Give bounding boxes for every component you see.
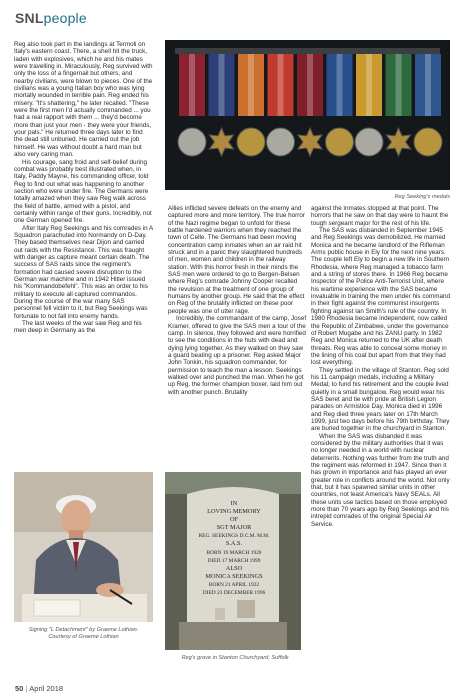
inscription-line: OF [229,516,239,524]
ribbon-stripe [189,54,195,116]
inscription-line: BORN 21 APRIL 1922 [208,581,260,588]
ribbon-stripe [396,54,402,116]
ribbon-stripe [425,54,431,116]
ribbon-stripe [248,54,254,116]
grave-photo [165,472,301,650]
article-column-1 [14,41,153,468]
inscription-line: S.A.S. [225,540,243,548]
portrait-caption [14,627,153,641]
paragraph: Incredibly, the commandant of the camp, Josef Kramer, offered to give the SAS men a tour of the camp. In silence, they followed and were horrified to see the conditions in the huts with dead and dying lying together. As they walked on they saw a guard beating up a prisoner. Reg asked Major John Tonkin, his squadron commander, for permission to teach the man a lesson. Seekings walked over and punched the man. When he got up Reg, the former champion boxer, laid him out with another punch. Brutality [168,315,307,396]
inscription-line: REG. SEEKINGS D.C.M. M.M. [198,533,270,540]
page-number: 50 [15,684,24,693]
paragraph: The SAS was disbanded in September 1945 and Reg Seekings was demobilized. He married Monica and he became landlord of the Rifleman Arms public house in Ely for the next nine years. The couple left Ely to begin a new life in Southern Rhodesia, where Reg managed a tobacco farm and a string of stores there. In 1966 Reg became Inspector of the Police Anti-Terrorist Unit, where his wartime experience with the SAS became invaluable in training the men under his command in their fight against the communist insurgents fighting against Ian Smith's rule of the country. In 1980 Rhodesia became independent, now called the Republic of Zimbabwe, under the governance of Robert Mugabe and his ZANU party. In 1982 Reg and Monica returned to the UK after death threats. Reg was able to conceal some money in the lining of his coat but apart from that they had lost everything. [311,227,450,367]
portrait-caption-line-2: Courtesy of Graeme Lothian [48,634,119,640]
medals-caption: Reg Seeking's medals [394,194,450,200]
portrait-caption-line-1: Signing "L Detachment" by Graeme Lothian. [28,627,139,633]
paragraph: Allies inflicted severe defeats on the enemy and captured more and more territory. The true horror of the Nazi regime began to unfold for these battle hardened warriors when they reached the town of Celle. The Germans had been moving concentration camp inmates when an air raid hit struck and in a panic they slaughtered hundreds of men, women and children in the railway station. With this horror fresh in their minds the SAS men were ordered to go to Bergen-Belsen where Reg's comrade Johnny Cooper recalled the revulsion at the treatment of one group of humans by another group. He said that the effect on Reg of the brutality inflicted on these poor people was one of utter rage. [168,205,305,315]
medal [178,128,206,156]
inscription-line: DIED 17 MARCH 1999 [207,557,261,564]
inscription-line: LOVING MEMORY [207,508,261,516]
section-prefix: SNL [15,10,44,26]
inscription-line: SGT MAJOR [216,524,252,532]
ribbon-stripe [366,54,372,116]
ribbon-stripe [219,54,225,116]
medals-photo [165,40,450,190]
medal [267,128,295,156]
medal [326,128,354,156]
grave-caption: Reg's grave in Stanton Churchyard, Suffolk [181,655,289,661]
paragraph: The last weeks of the war saw Reg and his men deep in Germany as the [14,320,142,335]
portrait-photo [14,472,153,622]
paragraph: against the inmates stopped at that point. The horrors that he saw on that day were to haunt the tough sergeant major for the rest of his life. [311,205,449,227]
portrait-illustration [14,472,153,622]
issue-date: April 2018 [29,684,64,693]
inscription-line: MONICA SEEKINGS [205,572,263,580]
medals-illustration [165,40,450,190]
ribbon-stripe [278,54,284,116]
inscription-line: BORN 19 MARCH 1920 [206,549,262,556]
section-name: people [43,10,87,26]
inscription-line: DIED 23 DECEMBER 1996 [202,590,266,597]
medal [355,128,383,156]
article-column-2 [168,205,307,467]
paragraph: They settled in the village of Stanton. Reg sold his 11 campaign medals, including a Military Medal, to fund his retirement and the couple lived quietly in a small bungalow. Reg would wear his SAS beret and tie with pride at British Legion parades on Armistice Day. Monica died in 1996 and Reg died three years later on 17th March 1999, just two days before his 79th birthday. They are buried together in the churchyard in Stanton. [311,366,450,433]
article-column-3 [311,205,452,668]
inscription-line: ALSO [225,564,243,572]
medal-ribbons [178,54,442,156]
paragraph: When the SAS was disbanded it was considered by the military authorities that it was no longer needed in a world with nuclear deterrents. Nothing was further from the truth and the regiment was reformed in 1947. Since then it has grown in importance and has played an ever greater role in conflicts around the world. Not only that, but it has spawned similar units in other countries, not least America's Navy SEALs. All these units use tactics based on those employed more than 70 years ago by Reg Seekings and his intrepid comrades of the original Special Air Service. [311,432,450,528]
inscription-line: IN [230,500,238,507]
paragraph: His courage, sang froid and self-belief during combat was probably best illustrated when, in Italy, Paddy Mayne, his commanding officer, told Reg to find out what was happening to another section who were under fire. The Germans were totally amazed when they saw Reg walk across the field of battle, armed with a pistol, and certainly within range of their guns. Incredibly, not one German opened fire. [14,158,152,225]
section-header [15,10,87,26]
medal [414,128,442,156]
medal [237,128,265,156]
headstone-inscription [197,500,271,597]
paragraph: Reg also took part in the landings at Termoli on Italy's eastern coast. There, a shell hit the truck, laden with explosives, which he and his mates were travelling in. Miraculously, Reg survived with only the loss of a fingernail but others, and nearby civilians, were blown to pieces. One of the civilians was a young Italian boy who was lying mortally wounded in terrible pain. Reg ended his misery. "It's shattering," he later recalled. "These were the first men I'd actually commanded ... you had a real rapport with them ... they'd become more than just your men - they were your friends, your pals." He returned three days later to find the dead still unburied. He carried out the job himself. He was without doubt a hard man but also very caring man. [14,41,153,159]
page-footer: 50 | April 2018 [15,684,64,693]
ribbon-stripe [337,54,343,116]
paragraph: After Italy Reg Seekings and his comrades in A Squadron parachuted into Normandy on D-Day. They based themselves near Dijon and carried out raids with the Resistance. This was fraught with danger as capture meant certain death. The success of SAS raids since the regiment's formation had caused severe disruption to the German war machine and in 1942 Hitler issued his "Kommandobefehl". This was an order to his military to execute all captured commandos. During the course of the war many SAS personnel fell victim to it, but Reg Seekings was fortunate to not fall into enemy hands. [14,224,153,320]
ribbon-stripe [307,54,313,116]
